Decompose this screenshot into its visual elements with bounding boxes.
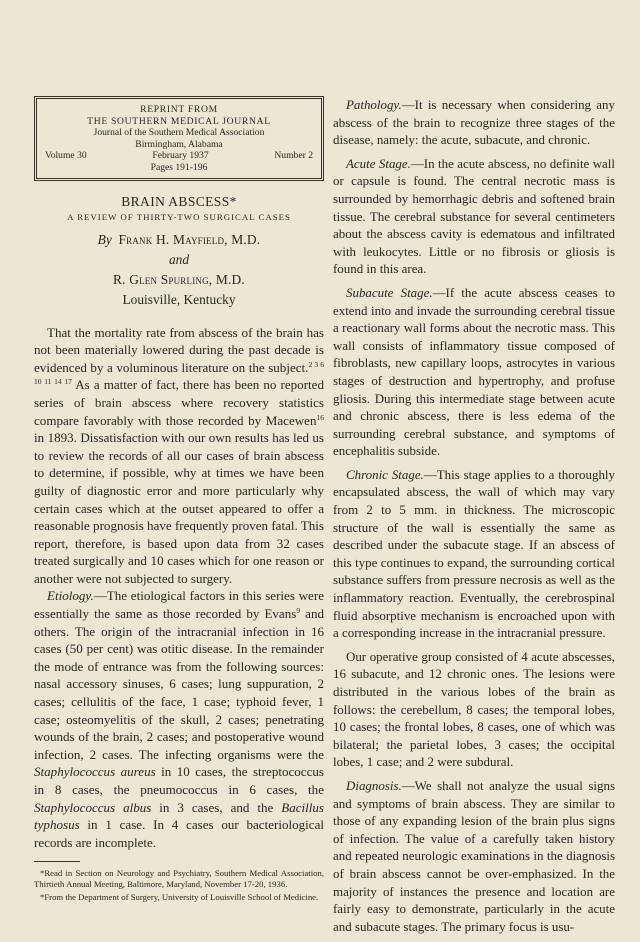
- citation-ref: 9: [296, 606, 301, 616]
- journal-city: Birmingham, Alabama: [135, 138, 223, 150]
- etiology-heading: Etiology.: [47, 588, 94, 604]
- journal-name: THE SOUTHERN MEDICAL JOURNAL: [87, 115, 271, 127]
- organism-name: Bacillus typhosus: [34, 799, 324, 833]
- footnote-1: *Read in Section on Neurology and Psychiatry, Southern Medical Association, Thirtieth Annual Meeting, Baltimore, Maryland, November 17-20, 1936.: [34, 868, 324, 889]
- article-title: BRAIN ABSCESS*: [121, 193, 237, 209]
- issue-date: February 1937: [152, 150, 209, 162]
- author-2: R. Glen Spurling, M.D.: [113, 271, 245, 287]
- intro-paragraph: That the mortality rate from abscess of the brain has not been materially lowered during the past decade is evidenced by a voluminous literature on the subject.$^{2 3 6 10 11 14 17}$ As a matter of fact, there has been no reported series of brain abscess where recovery statistics compare favorably with those recorded by Macewen$^{16}$ in 1893. Dissatisfaction with our own results has led us to review the records of all our cases of brain abscess to determine, if possible, why at times we have been guilty of diagnostic error and more particularly why certain cases which at the outset appeared to offer a reasonable prognosis have frequently proven fatal. This report, therefore, is based upon data from 32 cases treated surgically and 10 cases which for one reason or another were not subjected to surgery.: [34, 324, 324, 586]
- left-column: [34, 96, 324, 905]
- article-subtitle: A REVIEW OF THIRTY-TWO SURGICAL CASES: [67, 211, 291, 222]
- chronic-stage-heading: Chronic Stage.: [346, 466, 424, 482]
- by-label: By: [97, 231, 112, 247]
- volume: Volume 30: [45, 150, 87, 162]
- diagnosis-heading: Diagnosis.: [346, 777, 402, 793]
- subacute-stage-heading: Subacute Stage.: [346, 284, 433, 300]
- organism-name: Staphylococcus albus: [34, 799, 152, 815]
- acute-stage-heading: Acute Stage.: [346, 155, 411, 171]
- citation-refs: 2 3 6 10 11 14 17: [34, 359, 324, 387]
- citation-ref: 16: [316, 412, 324, 422]
- author-1: Frank H. Mayfield, M.D.: [118, 231, 261, 247]
- organism-name: Staphylococcus aureus: [34, 764, 156, 780]
- issue-row: [45, 150, 313, 162]
- right-column: [333, 96, 615, 935]
- journal-subtitle: Journal of the Southern Medical Association: [93, 127, 265, 139]
- reprint-box: [34, 96, 324, 181]
- page-range: Pages 191-196: [150, 161, 208, 173]
- diagnosis-paragraph: Diagnosis.—We shall not analyze the usual signs and symptoms of brain abscess. They are similar to those of any expanding lesion of the brain plus signs of infection. The value of a carefully taken history and repeated neurologic examinations in the diagnosis of brain abscess cannot be over-emphasized. In the majority of instances the presence and location are fairly easy to demonstrate, particularly in the acute and subacute stages. The primary focus is usu-: [333, 777, 615, 934]
- pathology-paragraph: Pathology.—It is necessary when considering any abscess of the brain to recognize three stages of the disease, namely: the acute, subacute, and chronic.: [333, 97, 615, 148]
- reprint-label: REPRINT FROM: [140, 104, 218, 115]
- author-line-1: [34, 230, 324, 250]
- and-label: and: [168, 251, 190, 267]
- footnote-2: *From the Department of Surgery, University of Louisville School of Medicine.: [40, 891, 319, 902]
- operative-group-paragraph: Our operative group consisted of 4 acute abscesses, 16 subacute, and 12 chronic ones. The lesions were distributed in the various lobes of the brain as follows: the cerebellum, 8 cases; the temporal lobes, 10 cases; the frontal lobes, 8 cases, one of which was bilateral; the parietal lobes, 3 cases; the occipital lobes, 1 case; and 2 were subdural.: [333, 648, 615, 770]
- author-location: Louisville, Kentucky: [122, 291, 236, 307]
- chronic-stage-paragraph: Chronic Stage.—This stage applies to a thoroughly encapsulated abscess, the wall of which may vary from 2 to 5 mm. in thickness. The microscopic structure of the wall is essentially the same as described under the subacute stage. If an abscess of this type continues to expand, the surrounding cortical substance suffers from pressure necrosis as well as the inflammatory reaction. Eventually, the cerebrospinal fluid absorptive mechanism is encroached upon with a corresponding increase in the intracranial pressure.: [333, 466, 615, 641]
- footnote-divider: [34, 861, 80, 862]
- author-block: [34, 230, 324, 310]
- issue-number: Number 2: [274, 150, 313, 162]
- acute-stage-paragraph: Acute Stage.—In the acute abscess, no definite wall or capsule is found. The central necrotic mass is surrounded by hemorrhagic debris and softened brain tissue. The cerebral substance for several centimeters about the abscess cavity is edematous and infiltrated with leukocytes. Little or no fibrosis or gliosis is found in this area.: [333, 155, 615, 277]
- etiology-paragraph: Etiology.—The etiological factors in this series were essentially the same as those recorded by Evans$^9$ and others. The origin of the intracranial infection in 16 cases (50 per cent) was otitic disease. In the remainder the mode of entrance was from the following sources: nasal accessory sinuses, 6 cases; lung suppuration, 2 cases; cellulitis of the face, 1 case; typhoid fever, 1 case; osteomyelitis of the skull, 2 cases; penetrating wounds of the brain, 2 cases; and postoperative wound infection, 2 cases. The infecting organisms were the Staphylococcus aureus in 10 cases, the streptococcus in 8 cases, the pneumococcus in 6 cases, the Staphylococcus albus in 3 cases, and the Bacillus typhosus in 1 case. In 4 cases our bacteriological records are incomplete.: [34, 588, 324, 850]
- pathology-heading: Pathology.: [346, 97, 402, 112]
- subacute-stage-paragraph: Subacute Stage.—If the acute abscess ceases to extend into and invade the surrounding cerebral tissue a reactionary wall forms about the necrotic mass. This wall consists of inflammatory tissue composed of fibroblasts, new capillary loops, astrocytes in various stages of destruction and hypertrophy, and profuse gliosis. During this intermediate stage between acute and chronic abscess, there is less edema of the surrounding cerebral substance, and symptoms of encephalitis subside.: [333, 284, 615, 459]
